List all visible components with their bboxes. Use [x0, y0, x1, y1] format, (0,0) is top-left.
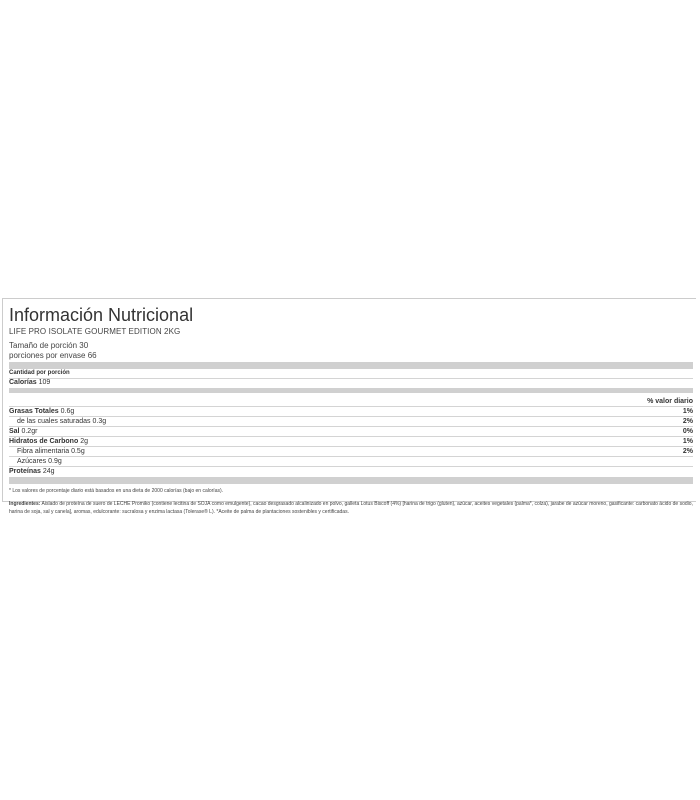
nutrient-row-fiber: [9, 447, 693, 457]
daily-value-footnote: * Los valores de porcentaje diario está basados en una dieta de 2000 calorías (bajo en calorías).: [9, 488, 224, 494]
nutrient-percent: 0%: [682, 428, 693, 435]
divider-thick: [9, 362, 693, 369]
daily-value-header: % valor diario: [9, 397, 693, 407]
nutrient-amount: 0.5g: [71, 448, 85, 455]
nutrition-panel-content: [9, 299, 693, 516]
product-name: LIFE PRO ISOLATE GOURMET EDITION 2KG: [9, 327, 181, 336]
panel-title: Información Nutricional: [9, 305, 194, 325]
nutrient-row-total-fat: [9, 407, 693, 417]
nutrient-amount: 2g: [80, 438, 88, 445]
serving-size: Tamaño de porción 30: [9, 341, 89, 350]
nutrient-percent: 1%: [682, 408, 693, 415]
nutrient-percent: 1%: [682, 438, 693, 445]
nutrient-row-protein: [9, 467, 693, 476]
nutrient-percent: 2%: [682, 448, 693, 455]
nutrient-label: Hidratos de Carbono: [9, 438, 79, 445]
nutrient-amount: 0.9g: [48, 458, 62, 465]
nutrient-label: Azúcares: [17, 458, 47, 465]
nutrient-row-carbohydrates: [9, 437, 693, 447]
ingredients-text: Aislado de proteína de suero de LECHE Promiko (contiene lecitina de SOJA como emulgente), cacao desgrasado alcalinizado en polvo, galleta Lotus Biscoff (4%) [harina de trigo (gluten), azúcar, aceites vegetales (palma*, colza), jarabe de azúcar moreno, gasificante: carbonato ácido de sodio, harina de soja, sal y canela], aromas, edulcorante: sucralosa y enzima lactasa (Tolerase® L). *Aceite de palma de plantaciones sostenibles y certificadas.: [9, 501, 693, 515]
nutrient-amount: 24g: [42, 468, 55, 475]
nutrition-panel: [2, 298, 696, 515]
amount-per-serving: Cantidad por porción: [9, 369, 693, 379]
ingredients-label: Ingredientes:: [9, 501, 41, 507]
calories-label: Calorías: [9, 379, 37, 386]
divider-thick-bottom: [9, 477, 693, 484]
nutrient-amount: 0.3g: [92, 418, 107, 425]
nutrient-label: Fibra alimentaria: [17, 448, 70, 455]
divider-medium: [9, 388, 693, 393]
calories-row: [9, 379, 693, 387]
nutrient-percent: 2%: [682, 418, 693, 425]
nutrient-row-sugars: [9, 457, 693, 467]
servings-per-container: porciones por envase 66: [9, 351, 97, 360]
calories-value: 109: [38, 379, 51, 386]
nutrient-label: Grasas Totales: [9, 408, 59, 415]
ingredients-block: [9, 500, 693, 516]
nutrient-row-salt: [9, 427, 693, 437]
nutrient-label: Sal: [9, 428, 20, 435]
nutrient-label: Proteínas: [9, 468, 41, 475]
nutrient-row-saturated-fat: [9, 417, 693, 427]
nutrient-amount: 0.6g: [60, 408, 75, 415]
nutrient-amount: 0.2gr: [21, 428, 38, 435]
nutrient-label: de las cuales saturadas: [17, 418, 91, 425]
